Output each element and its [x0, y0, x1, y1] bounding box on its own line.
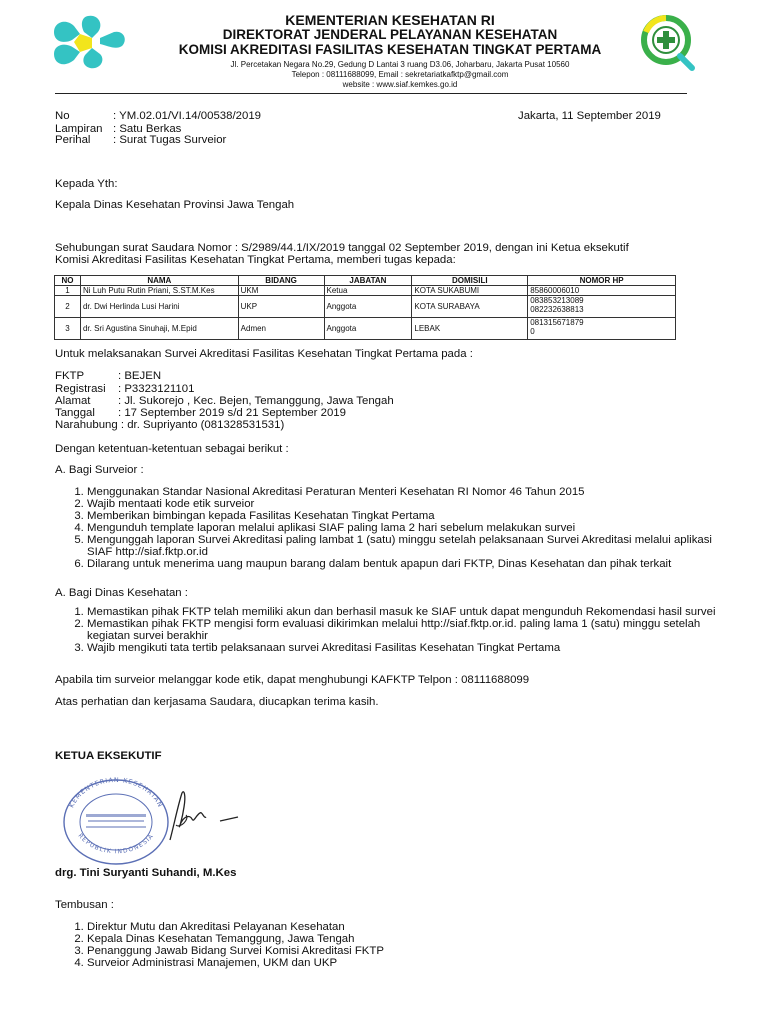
header-contact: Telepon : 08111688099, Email : sekretariatkafktp@gmail.com: [291, 70, 509, 79]
header-ministry: KEMENTERIAN KESEHATAN RI: [285, 12, 495, 28]
fktp-label: FKTP: [55, 370, 85, 382]
col-header-nomor-hp: NOMOR HP: [528, 276, 676, 286]
list-item: 1. Direktur Mutu dan Akreditasi Pelayanan Kesehatan: [87, 921, 727, 933]
fktp-contact: Narahubung : dr. Supriyanto (081328531531): [55, 419, 285, 431]
svg-text:KEMENTERIAN KESEHATAN: KEMENTERIAN KESEHATAN: [67, 775, 165, 810]
cell-nama: dr. Sri Agustina Sinuhaji, M.Epid: [80, 318, 238, 340]
tanggal-label: Tanggal: [55, 407, 95, 419]
hp-line: 081315671879: [530, 318, 584, 327]
list-item: 2. Memastikan pihak FKTP mengisi form evaluasi dikirimkan melalui http://siaf.fktp.or.id. paling lama 1 (satu) minggu setelah kegiatan survei berakhir: [87, 618, 727, 642]
table-header-row: [55, 276, 676, 286]
cell-nama: dr. Dwi Herlinda Lusi Harini: [80, 296, 238, 318]
cell-no: 3: [55, 318, 81, 340]
surveior-rules-list: [55, 486, 727, 570]
registrasi-label: Registrasi: [55, 383, 106, 395]
ketentuan-text: Dengan ketentuan-ketentuan sebagai berikut :: [55, 443, 289, 455]
col-header-no: NO: [55, 276, 81, 286]
fktp-name: [55, 369, 161, 383]
list-item: 3. Memberikan bimbingan kepada Fasilitas Kesehatan Tingkat Pertama: [87, 510, 727, 522]
list-item: 4. Surveior Administrasi Manajemen, UKM dan UKP: [87, 957, 727, 969]
col-header-domisili: DOMISILI: [412, 276, 528, 286]
complaint-text: Apabila tim surveior melanggar kode etik, dapat menghubungi KAFKTP Telpon : 08111688099: [55, 674, 530, 686]
table-row: [55, 296, 676, 318]
dinas-rules-list: [55, 606, 727, 654]
perihal-label: Perihal: [55, 134, 91, 146]
hp-line: 0: [530, 327, 535, 336]
tembusan-title: Tembusan :: [55, 899, 114, 911]
list-item: 3. Wajib mengikuti tata tertib pelaksanaan survei Akreditasi Fasilitas Kesehatan Tingkat Pertama: [87, 642, 727, 654]
header-divider: [55, 93, 687, 94]
no-label: No: [55, 110, 70, 122]
section-b-title: A. Bagi Dinas Kesehatan :: [55, 587, 188, 599]
intro-line-2: Komisi Akreditasi Fasilitas Kesehatan Tingkat Pertama, memberi tugas kepada:: [55, 254, 456, 266]
list-item: 5. Mengunggah laporan Survei Akreditasi paling lambat 1 (satu) minggu setelah pelaksanaan Survei Akreditasi melalui aplikasi SIAF http://siaf.fktp.or.id: [87, 534, 727, 558]
cell-jabatan: Ketua: [324, 286, 412, 296]
letter-date: Jakarta, 11 September 2019: [518, 110, 661, 122]
header-commission: KOMISI AKREDITASI FASILITAS KESEHATAN TINGKAT PERTAMA: [178, 42, 602, 57]
perihal-value: : Surat Tugas Surveior: [113, 134, 227, 146]
recipient-name: Kepala Dinas Kesehatan Provinsi Jawa Tengah: [55, 199, 295, 211]
hp-line: 082232638813: [530, 305, 584, 314]
list-item: 1. Menggunakan Standar Nasional Akreditasi Peraturan Menteri Kesehatan RI Nomor 46 Tahun 2015: [87, 486, 727, 498]
purpose-text: Untuk melaksanakan Survei Akreditasi Fasilitas Kesehatan Tingkat Pertama pada :: [55, 348, 473, 360]
closing-text: Atas perhatian dan kerjasama Saudara, diucapkan terima kasih.: [55, 696, 379, 708]
cell-no: 2: [55, 296, 81, 318]
hp-line: 083853213089: [530, 296, 584, 305]
lampiran-value: : Satu Berkas: [113, 123, 182, 135]
cell-bidang: Admen: [238, 318, 324, 340]
list-item: 1. Memastikan pihak FKTP telah memiliki akun dan berhasil masuk ke SIAF untuk dapat mengunduh Rekomendasi hasil survei: [87, 606, 727, 618]
registrasi-value: : P3323121101: [118, 383, 195, 395]
recipient-greeting: Kepada Yth:: [55, 178, 118, 190]
cell-domisili: LEBAK: [412, 318, 528, 340]
fktp-value: : BEJEN: [118, 370, 162, 382]
section-a-title: A. Bagi Surveior :: [55, 464, 144, 476]
surveyor-table: [54, 275, 676, 340]
cell-jabatan: Anggota: [324, 318, 412, 340]
list-item: 2. Wajib mentaati kode etik surveior: [87, 498, 727, 510]
cell-no: 1: [55, 286, 81, 296]
table-row: [55, 318, 676, 340]
header-address: Jl. Percetakan Negara No.29, Gedung D Lantai 3 ruang D3.06, Joharbaru, Jakarta Pusat 10560: [230, 60, 570, 69]
no-value: : YM.02.01/VI.14/00538/2019: [113, 110, 261, 122]
col-header-bidang: BIDANG: [238, 276, 324, 286]
header-directorate: DIREKTORAT JENDERAL PELAYANAN KESEHATAN: [222, 27, 558, 42]
handwritten-signature: [150, 785, 250, 845]
header-website: website : www.siaf.kemkes.go.id: [342, 80, 458, 89]
kemenkes-logo: [52, 14, 130, 70]
cell-bidang: UKM: [238, 286, 324, 296]
table-row: [55, 286, 676, 296]
list-item: 6. Dilarang untuk menerima uang maupun barang dalam bentuk apapun dari FKTP, Dinas Kesehatan dan pihak terkait: [87, 558, 727, 570]
hp-line: 85860006010: [530, 286, 580, 295]
col-header-nama: NAMA: [80, 276, 238, 286]
alamat-label: Alamat: [55, 395, 91, 407]
cell-nama: Ni Luh Putu Rutin Priani, S.ST.M.Kes: [80, 286, 238, 296]
list-item: 4. Mengunduh template laporan melalui aplikasi SIAF paling lama 2 hari sebelum melakukan survei: [87, 522, 727, 534]
letter-number: [55, 110, 261, 123]
tanggal-value: : 17 September 2019 s/d 21 September 2019: [118, 407, 346, 419]
svg-text:REPUBLIK INDONESIA: REPUBLIK INDONESIA: [76, 832, 156, 856]
tembusan-list: [55, 921, 727, 969]
cell-nomor-hp: [528, 286, 676, 296]
col-header-jabatan: JABATAN: [324, 276, 412, 286]
lampiran-label: Lampiran: [55, 123, 103, 135]
signature-title: KETUA EKSEKUTIF: [55, 750, 162, 762]
cell-nomor-hp: [528, 296, 676, 318]
cell-bidang: UKP: [238, 296, 324, 318]
letter-subject: [55, 134, 226, 147]
cell-nomor-hp: [528, 318, 676, 340]
list-item: 3. Penanggung Jawab Bidang Survei Komisi Akreditasi FKTP: [87, 945, 727, 957]
list-item: 2. Kepala Dinas Kesehatan Temanggung, Jawa Tengah: [87, 933, 727, 945]
alamat-value: : Jl. Sukorejo , Kec. Bejen, Temanggung, Jawa Tengah: [118, 395, 394, 407]
cell-domisili: KOTA SUKABUMI: [412, 286, 528, 296]
intro-line-1: Sehubungan surat Saudara Nomor : S/2989/44.1/IX/2019 tanggal 02 September 2019, dengan ini Ketua eksekutif: [55, 242, 629, 254]
cell-jabatan: Anggota: [324, 296, 412, 318]
signatory-name: drg. Tini Suryanti Suhandi, M.Kes: [55, 867, 237, 879]
cell-domisili: KOTA SURABAYA: [412, 296, 528, 318]
